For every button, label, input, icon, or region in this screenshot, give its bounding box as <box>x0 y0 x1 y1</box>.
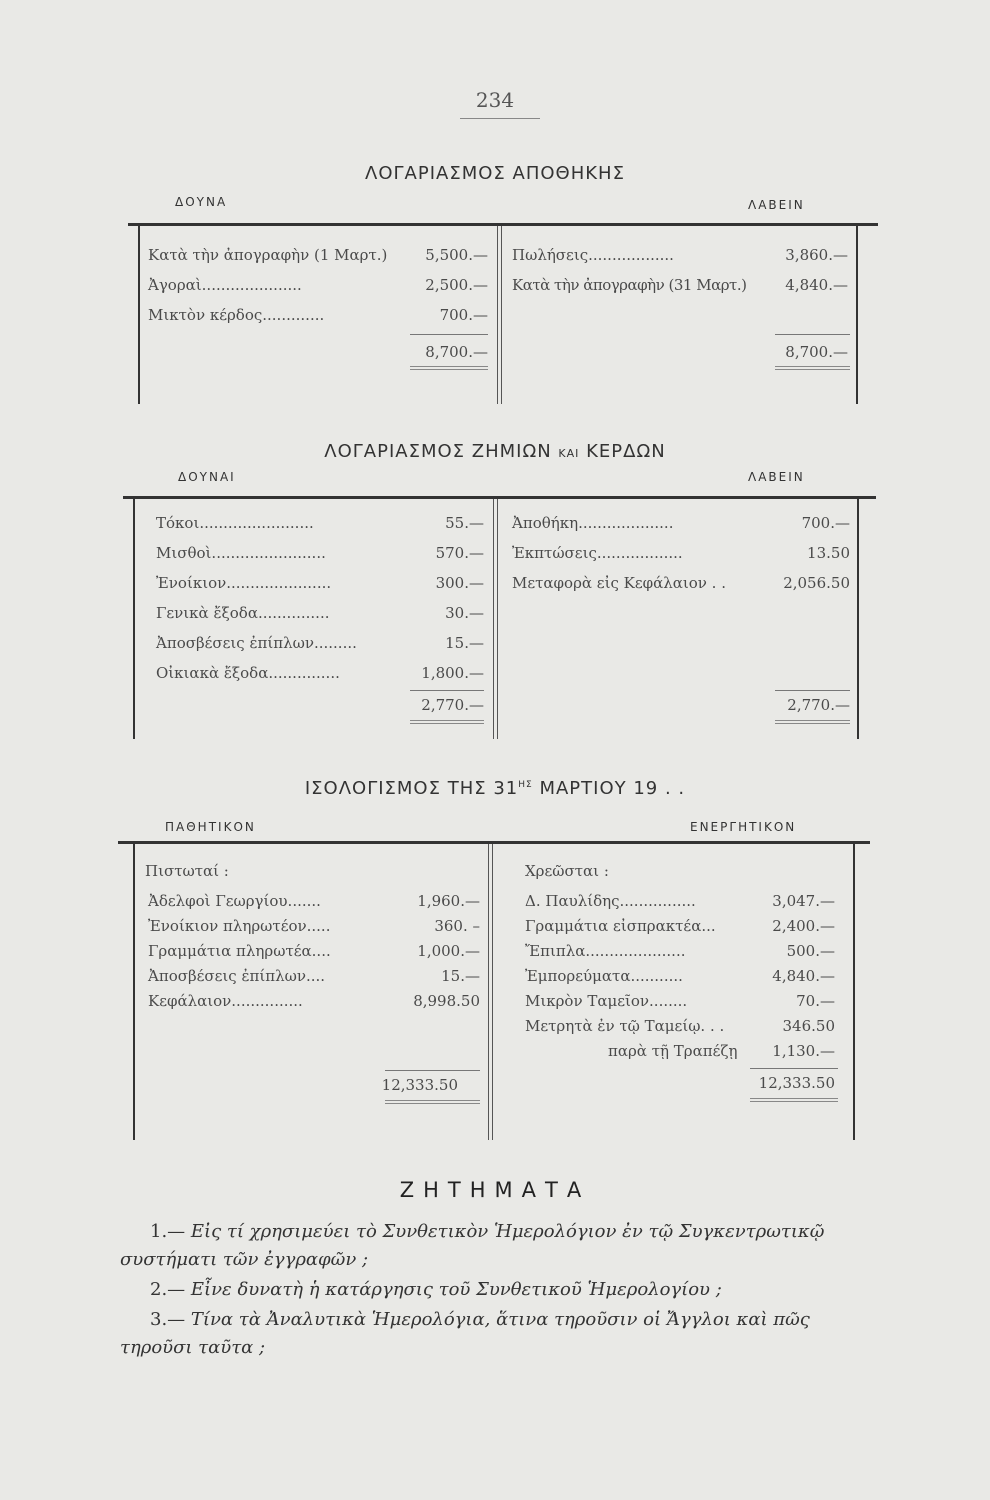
row-label: Δ. Παυλίδης................ <box>525 892 696 910</box>
row-label: Κατὰ τὴν ἀπογραφὴν (31 Μαρτ.) <box>512 276 747 294</box>
row-amount: 8,998.50 <box>413 992 480 1010</box>
liabilities-sum-rule <box>385 1070 480 1071</box>
row-amount: 1,130.— <box>772 1042 835 1060</box>
row-amount: 4,840.— <box>772 967 835 985</box>
row-amount: 1,960.— <box>417 892 480 910</box>
row-label: Κεφάλαιον............... <box>148 992 303 1010</box>
pl-right-rule <box>857 499 859 739</box>
row-amount: 2,400.— <box>772 917 835 935</box>
row-label: Κατὰ τὴν ἀπογραφὴν (1 Μαρτ.) <box>148 246 388 264</box>
balance-sheet-title <box>0 778 990 799</box>
store-debit-total: 8,700.— <box>425 343 488 361</box>
question-number: 3.— <box>150 1309 186 1330</box>
row-amount: 500.— <box>786 942 835 960</box>
pl-title-kai: ΚΑΙ <box>558 447 580 460</box>
question-number: 2.— <box>150 1279 186 1300</box>
row-label: Ἐνοίκιον πληρωτέον..... <box>148 917 331 935</box>
row-amount: 55.— <box>445 514 484 532</box>
row-amount: 360. – <box>434 917 480 935</box>
store-left-rule <box>138 226 140 404</box>
pl-title-a: ΛΟΓΑΡΙΑΣΜΟΣ ΖΗΜΙΩΝ <box>324 441 552 462</box>
liabilities-header: Πιστωταί : <box>145 862 229 880</box>
row-label: Τόκοι........................ <box>156 514 314 532</box>
row-amount: 346.50 <box>782 1017 835 1035</box>
row-label: παρὰ τῇ Τραπέζῃ <box>608 1042 738 1060</box>
store-credit-total: 8,700.— <box>785 343 848 361</box>
row-label: Μικρὸν Ταμεῖον........ <box>525 992 688 1010</box>
balance-left-label: ΠΑΘΗΤΙΚΟΝ <box>165 820 256 834</box>
pl-credit-total-rule <box>775 720 850 724</box>
liabilities-total-rule <box>385 1100 480 1104</box>
row-label: Οἰκιακὰ ἔξοδα............... <box>156 664 340 682</box>
row-label: Ἀποθήκη.................... <box>512 514 674 532</box>
question-number: 1.— <box>150 1221 186 1242</box>
store-debit-total-rule <box>410 366 488 370</box>
row-amount: 2,500.— <box>425 276 488 294</box>
balance-top-rule <box>118 841 870 844</box>
balance-right-rule <box>853 844 855 1140</box>
pl-right-label: ΛΑΒΕΙΝ <box>748 470 805 484</box>
store-right-label: ΛΑΒΕΙΝ <box>748 198 805 212</box>
row-amount: 15.— <box>441 967 480 985</box>
row-amount: 4,840.— <box>785 276 848 294</box>
balance-title-b: ΜΑΡΤΙΟΥ 19 . . <box>539 778 686 799</box>
row-label: Μισθοὶ........................ <box>156 544 326 562</box>
store-credit-sum-rule <box>775 334 850 335</box>
balance-right-label: ΕΝΕΡΓΗΤΙΚΟΝ <box>690 820 797 834</box>
assets-total: 12,333.50 <box>758 1074 835 1092</box>
row-label: Ἀγοραὶ..................... <box>148 276 302 294</box>
question-text: Τίνα τὰ Ἀναλυτικὰ Ἡμερολόγια, ἅτινα τηροῦσιν οἱ Ἄγγλοι καὶ πῶς τηροῦσι ταῦτα ; <box>120 1309 810 1358</box>
row-label: Γραμμάτια εἰσπρακτέα... <box>525 917 716 935</box>
row-amount: 300.— <box>435 574 484 592</box>
row-amount: 2,056.50 <box>783 574 850 592</box>
store-credit-total-rule <box>775 366 850 370</box>
row-amount: 1,000.— <box>417 942 480 960</box>
pl-title-b: ΚΕΡΔΩΝ <box>586 441 666 462</box>
pl-account-title <box>0 441 990 462</box>
pl-debit-total-rule <box>410 720 484 724</box>
row-label: Ἐκπτώσεις.................. <box>512 544 683 562</box>
row-amount: 70.— <box>796 992 835 1010</box>
balance-title-sup: ΗΣ <box>518 780 533 790</box>
row-label: Μεταφορὰ εἰς Κεφάλαιον . . <box>512 574 726 592</box>
pl-left-label: ΔΟΥΝΑΙ <box>178 470 236 484</box>
balance-middle-rule <box>488 844 493 1140</box>
question-text: Εἶνε δυνατὴ ἡ κατάργησις τοῦ Συνθετικοῦ Ἡμερολογίου ; <box>190 1279 722 1300</box>
page-number-rule <box>460 118 540 119</box>
assets-total-rule <box>750 1098 838 1102</box>
page-number: 234 <box>475 88 515 112</box>
question-item <box>120 1306 880 1362</box>
balance-title-a: ΙΣΟΛΟΓΙΣΜΟΣ ΤΗΣ 31 <box>304 778 519 799</box>
row-label: Ἀποσβέσεις ἐπίπλων......... <box>156 634 357 652</box>
store-account-title: ΛΟΓΑΡΙΑΣΜΟΣ ΑΠΟΘΗΚΗΣ <box>365 163 625 184</box>
row-amount: 1,800.— <box>421 664 484 682</box>
pl-debit-sum-rule <box>410 690 484 691</box>
pl-middle-rule <box>493 499 498 739</box>
pl-credit-sum-rule <box>775 690 850 691</box>
store-top-rule <box>128 223 878 226</box>
row-label: Γενικὰ ἔξοδα............... <box>156 604 330 622</box>
liabilities-total: 12,333.50 <box>381 1076 458 1094</box>
assets-sum-rule <box>750 1068 838 1069</box>
row-amount: 570.— <box>435 544 484 562</box>
row-label: Μετρητὰ ἐν τῷ Ταμείῳ. . . <box>525 1017 725 1035</box>
pl-credit-total: 2,770.— <box>787 696 850 714</box>
store-debit-sum-rule <box>410 334 488 335</box>
question-text: Εἰς τί χρησιμεύει τὸ Συνθετικὸν Ἡμερολόγιον ἐν τῷ Συγκεντρωτικῷ συστήματι τῶν ἐγγραφῶν ; <box>120 1221 825 1270</box>
row-amount: 3,047.— <box>772 892 835 910</box>
pl-top-rule <box>123 496 876 499</box>
row-label: Ἀδελφοὶ Γεωργίου....... <box>148 892 321 910</box>
questions-title: ΖΗΤΗΜΑΤΑ <box>399 1178 591 1202</box>
row-amount: 3,860.— <box>785 246 848 264</box>
row-label: Γραμμάτια πληρωτέα.... <box>148 942 331 960</box>
row-amount: 30.— <box>445 604 484 622</box>
row-label: Ἐμπορεύματα........... <box>525 967 683 985</box>
pl-left-rule <box>133 499 135 739</box>
row-label: Ἔπιπλα..................... <box>525 942 686 960</box>
row-amount: 700.— <box>801 514 850 532</box>
row-amount: 5,500.— <box>425 246 488 264</box>
assets-header: Χρεῶσται : <box>525 862 609 880</box>
row-amount: 15.— <box>445 634 484 652</box>
row-label: Ἀποσβέσεις ἐπίπλων.... <box>148 967 326 985</box>
row-label: Μικτὸν κέρδος............. <box>148 306 325 324</box>
row-amount: 13.50 <box>807 544 850 562</box>
question-item <box>120 1218 880 1274</box>
question-item <box>120 1276 880 1304</box>
row-label: Πωλήσεις.................. <box>512 246 674 264</box>
store-left-label: ΔΟΥΝΑ <box>175 195 228 209</box>
row-amount: 700.— <box>439 306 488 324</box>
store-middle-rule <box>497 226 502 404</box>
row-label: Ἐνοίκιον...................... <box>156 574 332 592</box>
store-right-rule <box>856 226 858 404</box>
balance-left-rule <box>133 844 135 1140</box>
pl-debit-total: 2,770.— <box>421 696 484 714</box>
